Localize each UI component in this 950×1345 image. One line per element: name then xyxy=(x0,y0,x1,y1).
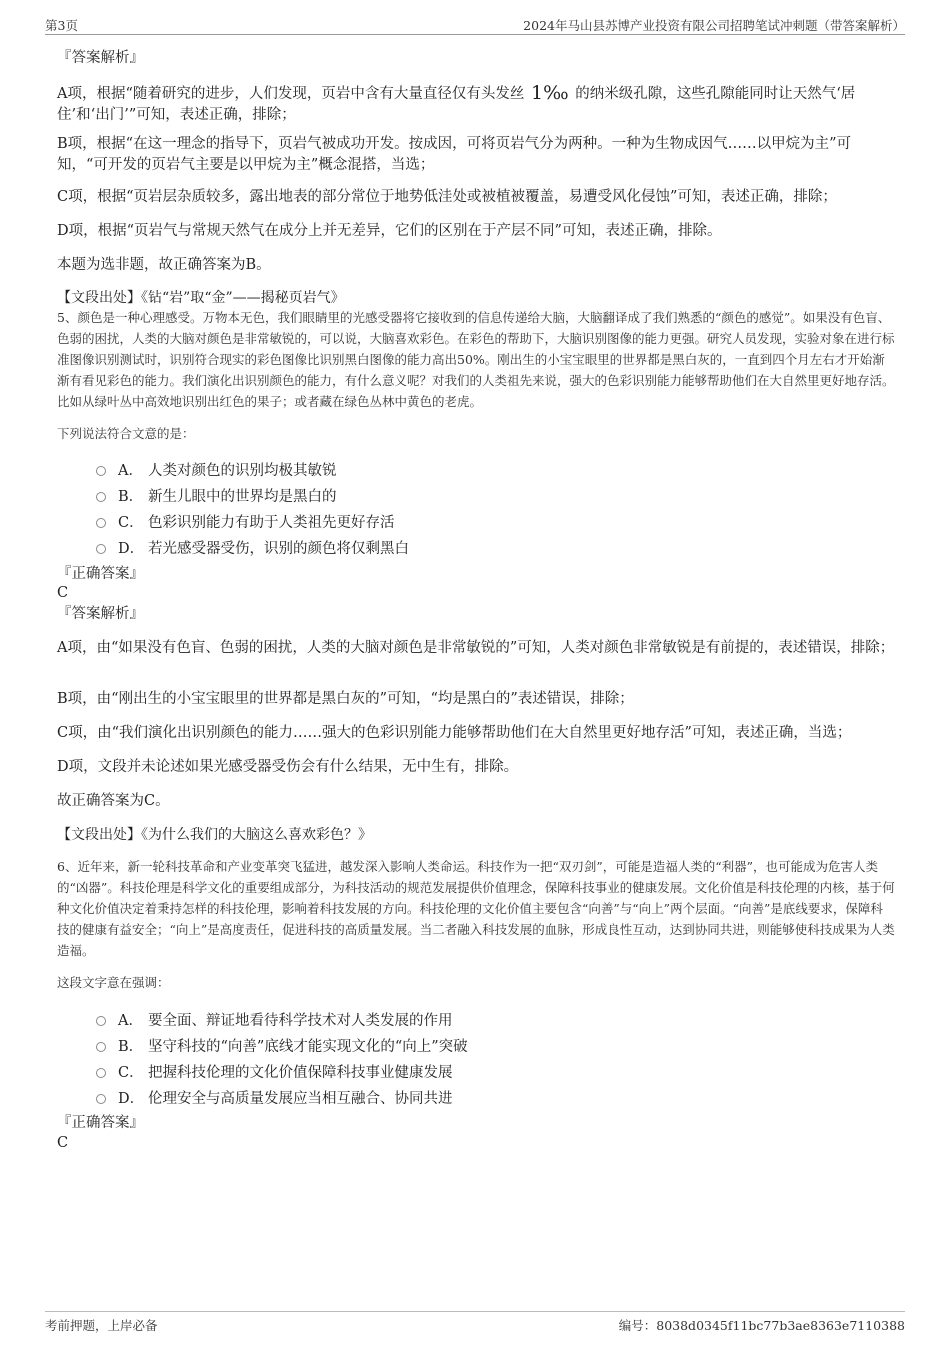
q5-analysis-b: B项，由“刚出生的小宝宝眼里的世界都是黑白灰的”可知，“均是黑白的”表述错误，排除； xyxy=(57,691,634,707)
q6-option-a[interactable]: A． 要全面、辩证地看待科学技术对人类发展的作用 xyxy=(96,1009,453,1030)
q6-answer: C xyxy=(57,1135,69,1151)
analysis-conclusion: 本题为选非题，故正确答案为B。 xyxy=(57,257,271,273)
document-id: 编号：8038d0345f11bc77b3ae8363e7110388 xyxy=(618,1318,905,1333)
analysis-a xyxy=(57,83,895,126)
analysis-d: D项，根据“页岩气与常规天然气在成分上并无差异，它们的区别在于产层不同”可知，表述正确，排除。 xyxy=(57,223,722,239)
q6-option-d[interactable]: D． 伦理安全与高质量发展应当相互融合、协同共进 xyxy=(96,1087,453,1108)
q5-prompt: 下列说法符合文意的是： xyxy=(57,426,195,441)
radio-icon[interactable] xyxy=(96,1042,106,1052)
q5-answer-label: 『正确答案』 xyxy=(57,566,144,582)
footer-slogan: 考前押题，上岸必备 xyxy=(45,1318,158,1333)
analysis-b: B项，根据“在这一理念的指导下，页岩气被成功开发。按成因，可将页岩气分为两种。一种为生物成因气……以甲烷为主”可知，“可开发的页岩气主要是以甲烷为主”概念混搭，当选； xyxy=(57,136,851,173)
radio-icon[interactable] xyxy=(96,544,106,554)
q5-source: 【文段出处】《为什么我们的大脑这么喜欢彩色？》 xyxy=(57,827,372,843)
q6-passage: 6、近年来，新一轮科技革命和产业变革突飞猛进，越发深入影响人类命运。科技作为一把“双刃剑”，可能是造福人类的“利器”，也可能成为危害人类的“凶器”。科技伦理是科学文化的重要组成部分，为科技活动的规范发展提供价值理念，保障科技事业的健康发展。文化价值是科技伦理的内核，基于何种文化价值决定着秉持怎样的科技伦理，影响着科技发展的方向。科技伦理的文化价值主要包含“向善”与“向上”两个层面。“向善”是底线要求，保障科技的健康有益安全；“向上”是高度责任，促进科技的高质量发展。当二者融入科技发展的血脉，形成良性互动，达到协同共进，则能够使科技成果为人类造福。 xyxy=(57,859,895,958)
page-footer xyxy=(45,1311,905,1333)
q5-option-b[interactable]: B． 新生儿眼中的世界均是黑白的 xyxy=(96,485,337,506)
analysis-a-pre: A项，根据“随着研究的进步，人们发现，页岩中含有大量直径仅有头发丝 xyxy=(57,86,529,102)
q6-option-b[interactable]: B． 坚守科技的“向善”底线才能实现文化的“向上”突破 xyxy=(96,1035,468,1056)
q6-option-c[interactable]: C． 把握科技伦理的文化价值保障科技事业健康发展 xyxy=(96,1061,453,1082)
page-number: 第3页 xyxy=(45,18,78,33)
q5-answer: C xyxy=(57,585,69,601)
radio-icon[interactable] xyxy=(96,1068,106,1078)
document-title: 2024年马山县苏博产业投资有限公司招聘笔试冲刺题（带答案解析） xyxy=(523,18,905,33)
q5-passage: 5、颜色是一种心理感受。万物本无色，我们眼睛里的光感受器将它接收到的信息传递给大脑，大脑翻译成了我们熟悉的“颜色的感觉”。如果没有色盲、色弱的困扰，人类的大脑对颜色是非常敏锐的，可以说，大脑喜欢彩色。在彩色的帮助下，大脑识别图像的能力更强。研究人员发现，实验对象在进行标准图像识别测试时，识别符合现实的彩色图像比识别黑白图像的能力高出50%。刚出生的小宝宝眼里的世界都是黑白灰的，一直到四个月左右才开始渐渐有看见彩色的能力。我们演化出识别颜色的能力，有什么意义呢？对我们的人类祖先来说，强大的色彩识别能力能够帮助他们在大自然里更好地存活。比如从绿叶丛中高效地识别出红色的果子；或者藏在绿色丛林中黄色的老虎。 xyxy=(57,310,895,409)
page-header xyxy=(45,14,905,35)
q6-prompt: 这段文字意在强调： xyxy=(57,975,170,990)
permil-symbol: 1‰ xyxy=(531,82,569,104)
q5-option-d[interactable]: D． 若光感受器受伤，识别的颜色将仅剩黑白 xyxy=(96,537,409,558)
radio-icon[interactable] xyxy=(96,1094,106,1104)
passage-source: 【文段出处】《钻“岩”取“金”——揭秘页岩气》 xyxy=(57,290,345,306)
radio-icon[interactable] xyxy=(96,518,106,528)
q5-option-c[interactable]: C． 色彩识别能力有助于人类祖先更好存活 xyxy=(96,511,395,532)
q5-analysis-d: D项，文段并未论述如果光感受器受伤会有什么结果，无中生有，排除。 xyxy=(57,759,519,775)
q5-option-a[interactable]: A． 人类对颜色的识别均极其敏锐 xyxy=(96,459,337,480)
q6-answer-label: 『正确答案』 xyxy=(57,1115,144,1131)
q5-analysis-c: C项，由“我们演化出识别颜色的能力……强大的色彩识别能力能够帮助他们在大自然里更好地存活”可知，表述正确，当选； xyxy=(57,725,852,741)
q5-conclusion: 故正确答案为C。 xyxy=(57,793,170,809)
analysis-c: C项，根据“页岩层杂质较多，露出地表的部分常位于地势低洼处或被植被覆盖，易遭受风化侵蚀”可知，表述正确，排除； xyxy=(57,189,837,205)
q5-analysis-label: 『答案解析』 xyxy=(57,606,144,622)
analysis-a-post: 的纳米级孔隙，这些孔隙能同时让天然气‘居住’和‘出门’”可知，表述正确，排除； xyxy=(57,86,856,123)
radio-icon[interactable] xyxy=(96,492,106,502)
q5-analysis-a: A项，由“如果没有色盲、色弱的困扰，人类的大脑对颜色是非常敏锐的”可知，人类对颜色非常敏锐是有前提的，表述错误，排除； xyxy=(57,640,895,656)
analysis-label: 『答案解析』 xyxy=(57,50,144,66)
radio-icon[interactable] xyxy=(96,1016,106,1026)
radio-icon[interactable] xyxy=(96,466,106,476)
